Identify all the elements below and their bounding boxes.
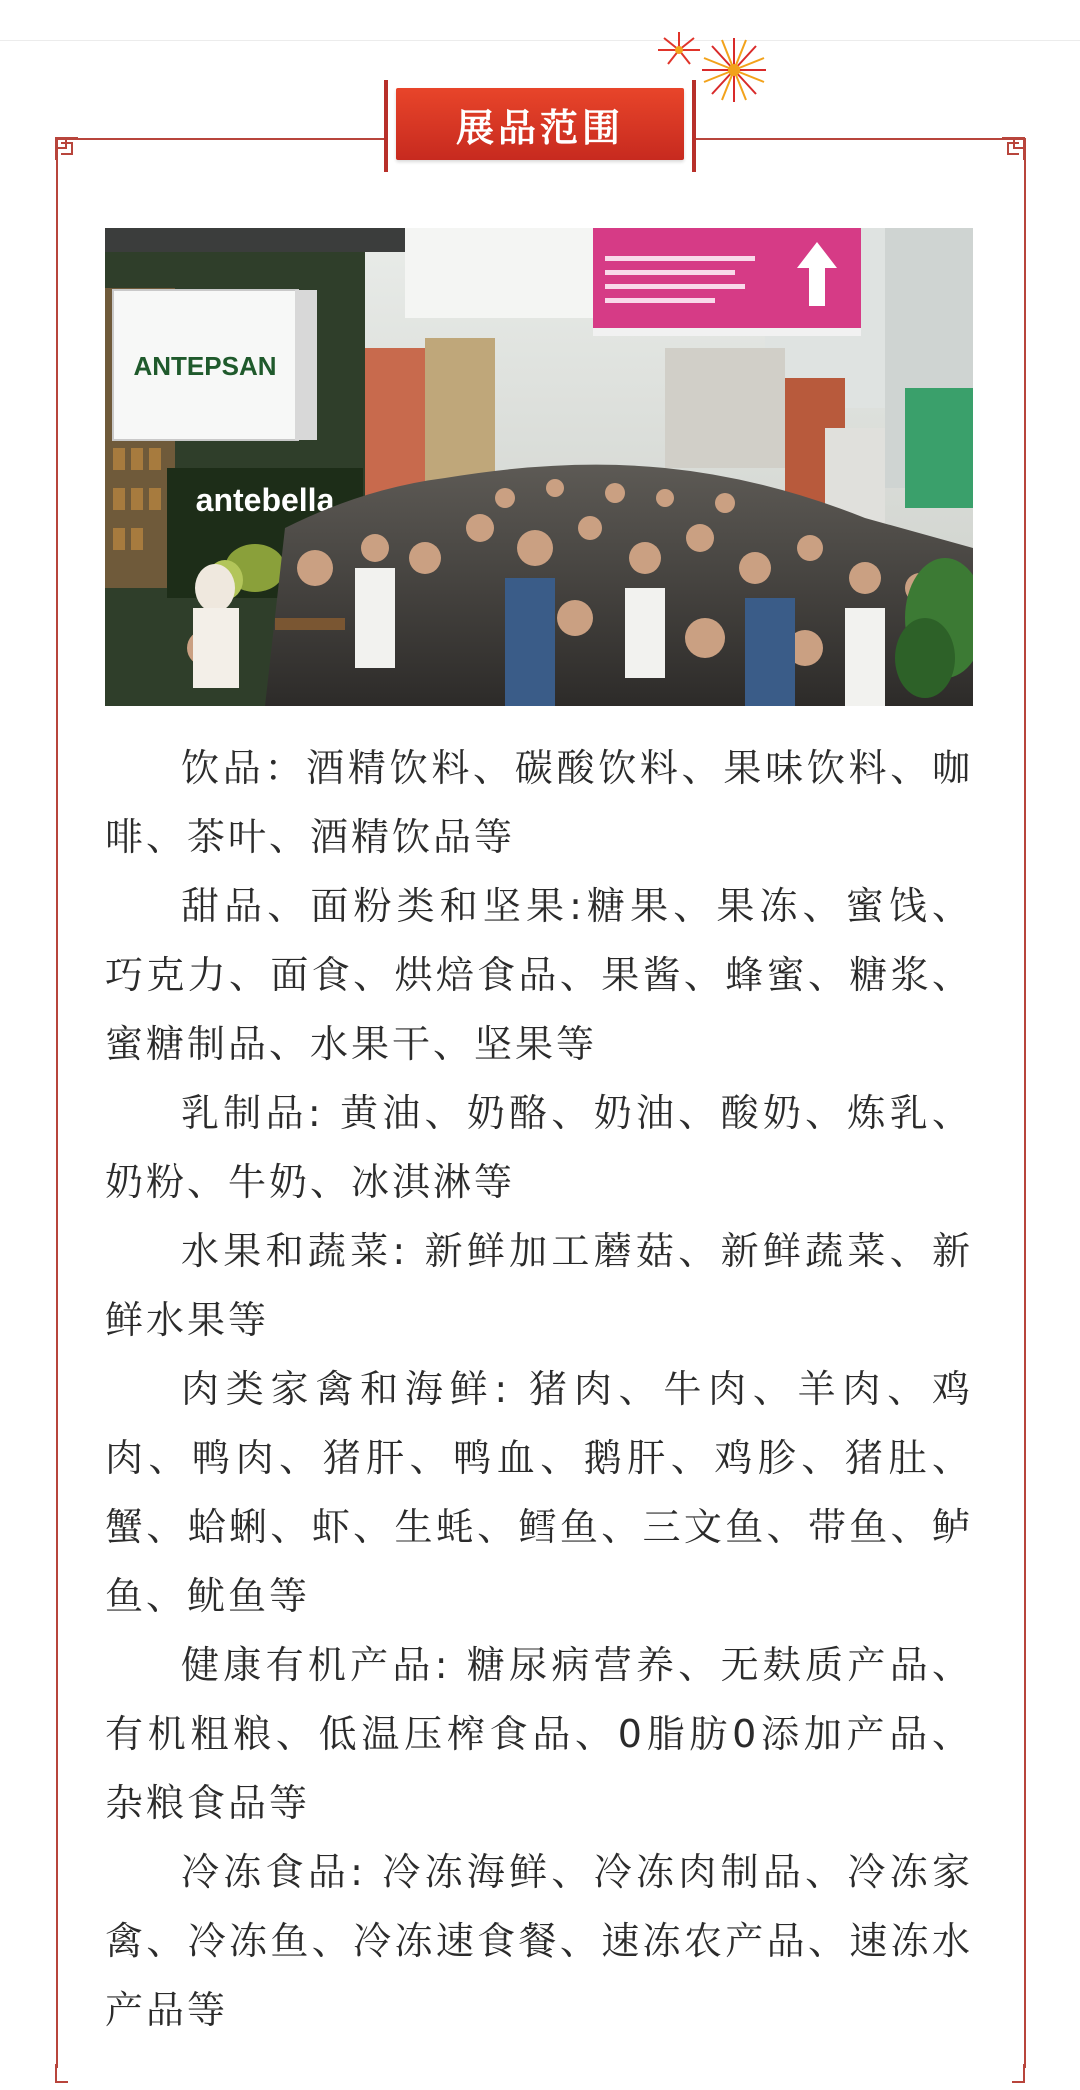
firework-icon [656,30,702,70]
frame-right-line [1024,138,1026,2068]
category-healthy-organic: 健康有机产品: 糖尿病营养、无麸质产品、有机粗粮、低温压榨食品、0脂肪0添加产品、杂粮食品等 [105,1643,973,1825]
top-divider [0,40,1080,41]
category-frozen-food: 冷冻食品: 冷冻海鲜、冷冻肉制品、冷冻家禽、冷冻鱼、冷冻速食餐、速冻农产品、速冻水产品等 [105,1850,973,2032]
section-title-banner [384,80,696,172]
category-sweets-flour-nuts: 甜品、面粉类和坚果:糖果、果冻、蜜饯、巧克力、面食、烘焙食品、果酱、蜂蜜、糖浆、蜜糖制品、水果干、坚果等 [105,884,973,1066]
title-box [396,88,684,160]
category-meat-poultry-seafood: 肉类家禽和海鲜: 猪肉、牛肉、羊肉、鸡肉、鸭肉、猪肝、鸭血、鹅肝、鸡胗、猪肚、蟹、蛤蜊、虾、生蚝、鳕鱼、三文鱼、带鱼、鲈鱼、鱿鱼等 [105,1367,973,1618]
frame-left-line [56,138,58,2068]
category-dairy: 乳制品: 黄油、奶酪、奶油、酸奶、炼乳、奶粉、牛奶、冰淇淋等 [105,1091,973,1204]
category-fruits-vegetables: 水果和蔬菜: 新鲜加工蘑菇、新鲜蔬菜、新鲜水果等 [105,1229,973,1342]
title-right-bar [692,80,696,172]
firework-icon [700,36,768,104]
corner-ornament-icon [52,134,80,162]
exhibit-category-list [105,734,973,2045]
category-beverages: 饮品：酒精饮料、碳酸饮料、果味饮料、咖啡、茶叶、酒精饮品等 [105,746,973,859]
title-left-bar [384,80,388,172]
banner-brand-text: antebella [195,482,335,518]
section-title: 展品范围 [455,105,624,150]
exhibition-photo-illustration [105,228,973,706]
corner-ornament-icon [1000,134,1028,162]
frame-top-left-line [56,138,386,140]
corner-ornament-icon [52,2062,80,2090]
corner-ornament-icon [1000,2062,1028,2090]
exhibition-photo [105,228,973,706]
frame-top-right-line [694,138,1026,140]
booth-sign-text: ANTEPSAN [133,351,277,381]
